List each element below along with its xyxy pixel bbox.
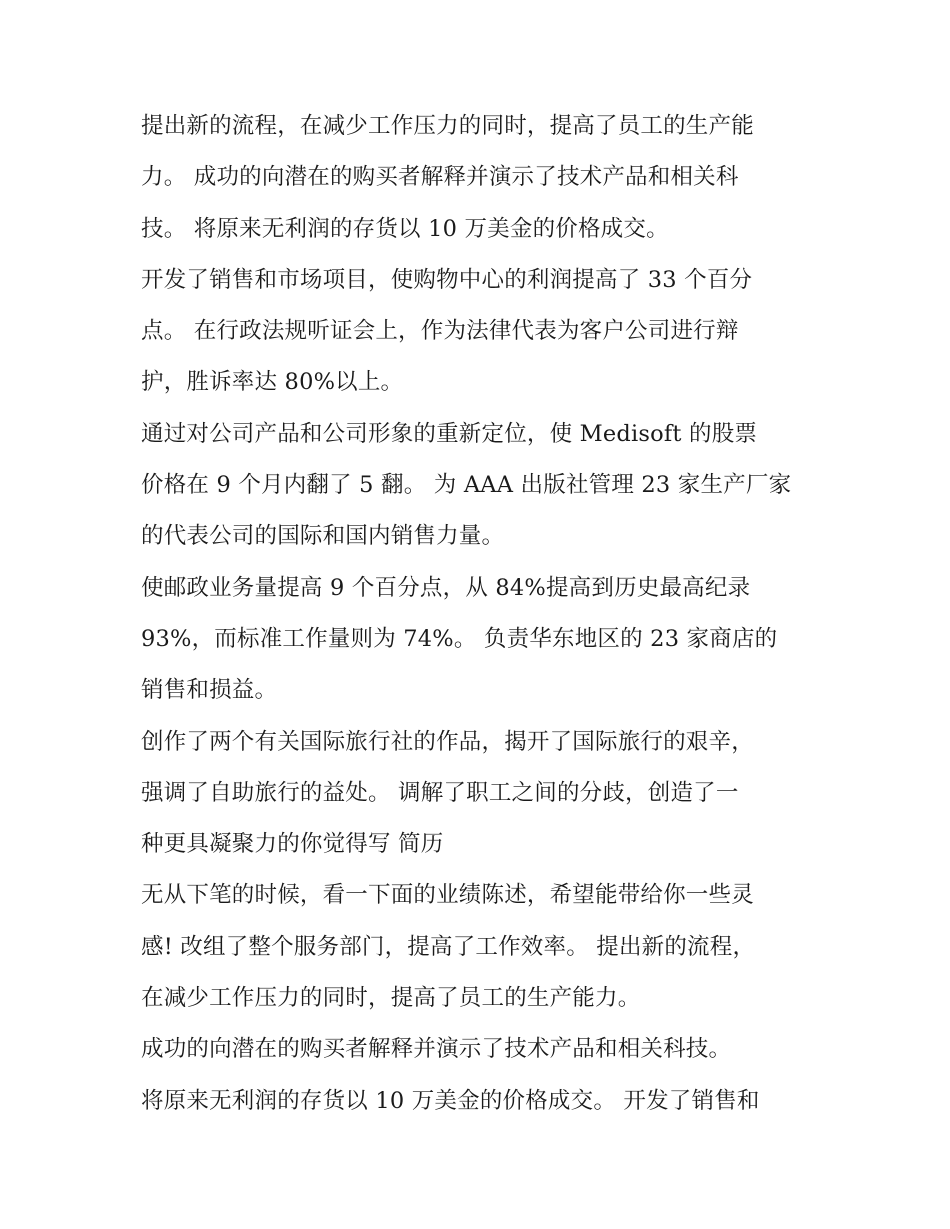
paragraph-6	[141, 870, 821, 1024]
text-line: 成功的向潜在的购买者解释并演示了技术产品和相关科技。	[141, 1036, 732, 1063]
text-line: 的代表公司的国际和国内销售力量。	[141, 523, 505, 550]
text-line: 价格在 9 个月内翻了 5 翻。 为 AAA 出版社管理 23 家生产厂家	[141, 472, 792, 499]
text-line: 使邮政业务量提高 9 个百分点，从 84%提高到历史最高纪录	[141, 574, 751, 601]
paragraph-4	[141, 563, 821, 717]
text-line: 感! 改组了整个服务部门，提高了工作效率。 提出新的流程，	[141, 933, 756, 960]
text-line: 护，胜诉率达 80%以上。	[141, 369, 404, 396]
paragraph-1	[141, 101, 821, 255]
text-line: 强调了自助旅行的益处。 调解了职工之间的分歧，创造了一	[141, 779, 739, 806]
text-line: 开发了销售和市场项目，使购物中心的利润提高了 33 个百分	[141, 266, 753, 293]
paragraph-7	[141, 1024, 821, 1075]
text-line: 点。 在行政法规听证会上，作为法律代表为客户公司进行辩	[141, 318, 739, 345]
text-line: 销售和损益。	[141, 677, 278, 704]
paragraph-8	[141, 1076, 821, 1127]
paragraph-3	[141, 409, 821, 563]
text-line: 通过对公司产品和公司形象的重新定位，使 Medisoft 的股票	[141, 420, 758, 447]
text-line: 93%，而标准工作量则为 74%。 负责华东地区的 23 家商店的	[141, 625, 778, 652]
text-line: 创作了两个有关国际旅行社的作品，揭开了国际旅行的艰辛，	[141, 728, 754, 755]
paragraph-5	[141, 717, 821, 871]
text-line: 无从下笔的时候，看一下面的业绩陈述，希望能带给你一些灵	[141, 882, 754, 909]
paragraph-2	[141, 255, 821, 409]
text-line: 在减少工作压力的同时，提高了员工的生产能力。	[141, 985, 641, 1012]
text-line: 将原来无利润的存货以 10 万美金的价格成交。 开发了销售和	[141, 1087, 760, 1114]
text-line: 技。 将原来无利润的存货以 10 万美金的价格成交。	[141, 215, 669, 242]
text-line: 种更具凝聚力的你觉得写 简历	[141, 831, 444, 858]
document-body	[141, 101, 821, 1127]
text-line: 提出新的流程，在减少工作压力的同时，提高了员工的生产能	[141, 113, 754, 139]
text-line: 力。 成功的向潜在的购买者解释并演示了技术产品和相关科	[141, 164, 739, 191]
